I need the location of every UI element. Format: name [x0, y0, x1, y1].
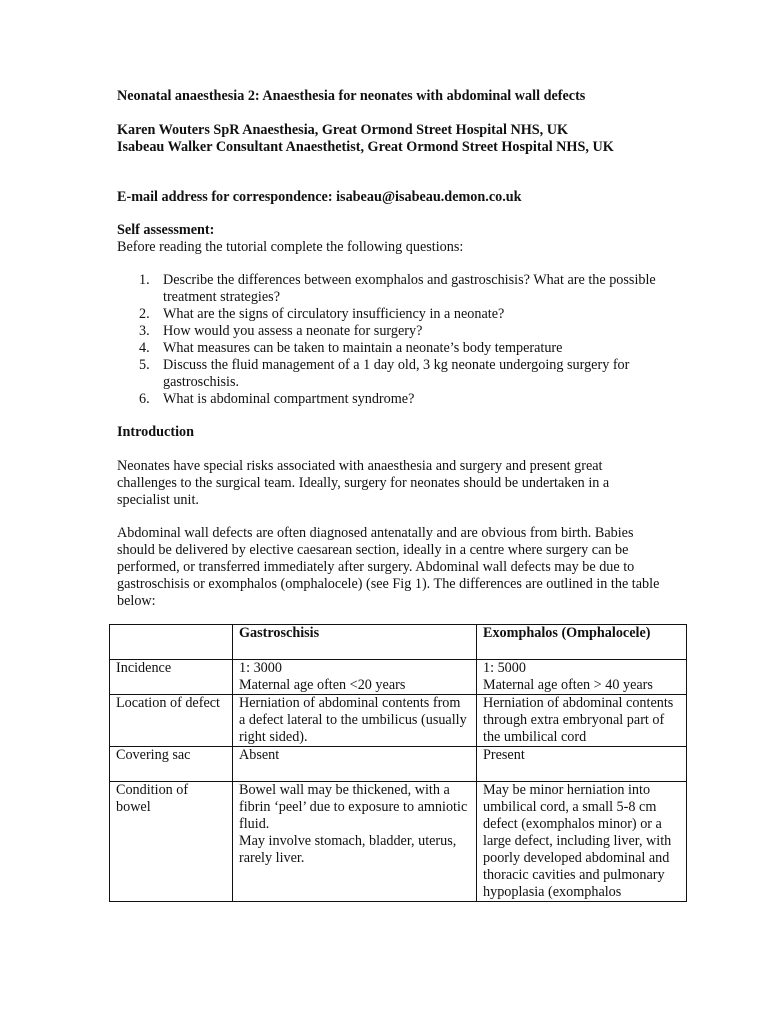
- introduction-paragraph-2: Abdominal wall defects are often diagnosed antenatally and are obvious from birth. Babies should be delivered by elective caesarean section, ideally in a centre where surgery can be performed, or transferred immediately after surgery. Abdominal wall defects may be due to gastroschisis or exomphalos (omphalocele) (see Fig 1). The differences are outlined in the table below:: [117, 525, 660, 609]
- question-item: 3. How would you assess a neonate for surgery?: [139, 323, 423, 339]
- self-assessment-intro: Before reading the tutorial complete the following questions:: [117, 239, 464, 255]
- table-cell: Absent: [233, 747, 477, 782]
- comparison-table: [109, 624, 687, 902]
- table-header-row: [110, 625, 687, 660]
- question-list: [117, 272, 662, 408]
- table-cell: 1: 5000 Maternal age often > 40 years: [477, 660, 687, 695]
- table-row: [110, 747, 687, 782]
- table-header-cell: Gastroschisis: [233, 625, 477, 660]
- table-header-cell: [110, 625, 233, 660]
- table-cell: Herniation of abdominal contents from a defect lateral to the umbilicus (usually right sided).: [233, 695, 477, 747]
- table-header-cell: Exomphalos (Omphalocele): [477, 625, 687, 660]
- question-item: 2. What are the signs of circulatory insufficiency in a neonate?: [139, 306, 505, 322]
- question-item: 4. What measures can be taken to maintain a neonate’s body temperature: [139, 340, 563, 356]
- question-item: 5. Discuss the fluid management of a 1 day old, 3 kg neonate undergoing surgery for gastroschisis.: [139, 357, 630, 390]
- row-label: Condition of bowel: [110, 782, 233, 902]
- table-cell: 1: 3000 Maternal age often <20 years: [233, 660, 477, 695]
- author-list: [117, 122, 662, 156]
- self-assessment-heading: Self assessment:: [117, 222, 215, 238]
- table-cell: Herniation of abdominal contents through extra embryonal part of the umbilical cord: [477, 695, 687, 747]
- table-row: [110, 782, 687, 902]
- self-assessment-section: [117, 222, 662, 256]
- table-row: [110, 695, 687, 747]
- table-row: [110, 660, 687, 695]
- table-cell: May be minor herniation into umbilical cord, a small 5-8 cm defect (exomphalos minor) or a large defect, including liver, with poorly developed abdominal and thoracic cavities and pulmonary hypoplasia (exomphalos: [477, 782, 687, 902]
- introduction-paragraph-1: Neonates have special risks associated with anaesthesia and surgery and present great challenges to the surgical team. Ideally, surgery for neonates should be undertaken in a specialist unit.: [117, 458, 610, 508]
- row-label: Location of defect: [110, 695, 233, 747]
- author-2: Isabeau Walker Consultant Anaesthetist, Great Ormond Street Hospital NHS, UK: [117, 139, 614, 155]
- table-cell: Bowel wall may be thickened, with a fibrin ‘peel’ due to exposure to amniotic fluid. May involve stomach, bladder, uterus, rarely liver.: [233, 782, 477, 902]
- row-label: Covering sac: [110, 747, 233, 782]
- question-item: 6. What is abdominal compartment syndrome?: [139, 391, 415, 407]
- row-label: Incidence: [110, 660, 233, 695]
- correspondence-email: E-mail address for correspondence: isabeau@isabeau.demon.co.uk: [117, 189, 522, 205]
- introduction-heading: Introduction: [117, 424, 194, 440]
- question-item: 1. Describe the differences between exomphalos and gastroschisis? What are the possible treatment strategies?: [139, 272, 656, 305]
- table-cell: Present: [477, 747, 687, 782]
- author-1: Karen Wouters SpR Anaesthesia, Great Ormond Street Hospital NHS, UK: [117, 122, 568, 138]
- document-title: Neonatal anaesthesia 2: Anaesthesia for neonates with abdominal wall defects: [117, 88, 586, 104]
